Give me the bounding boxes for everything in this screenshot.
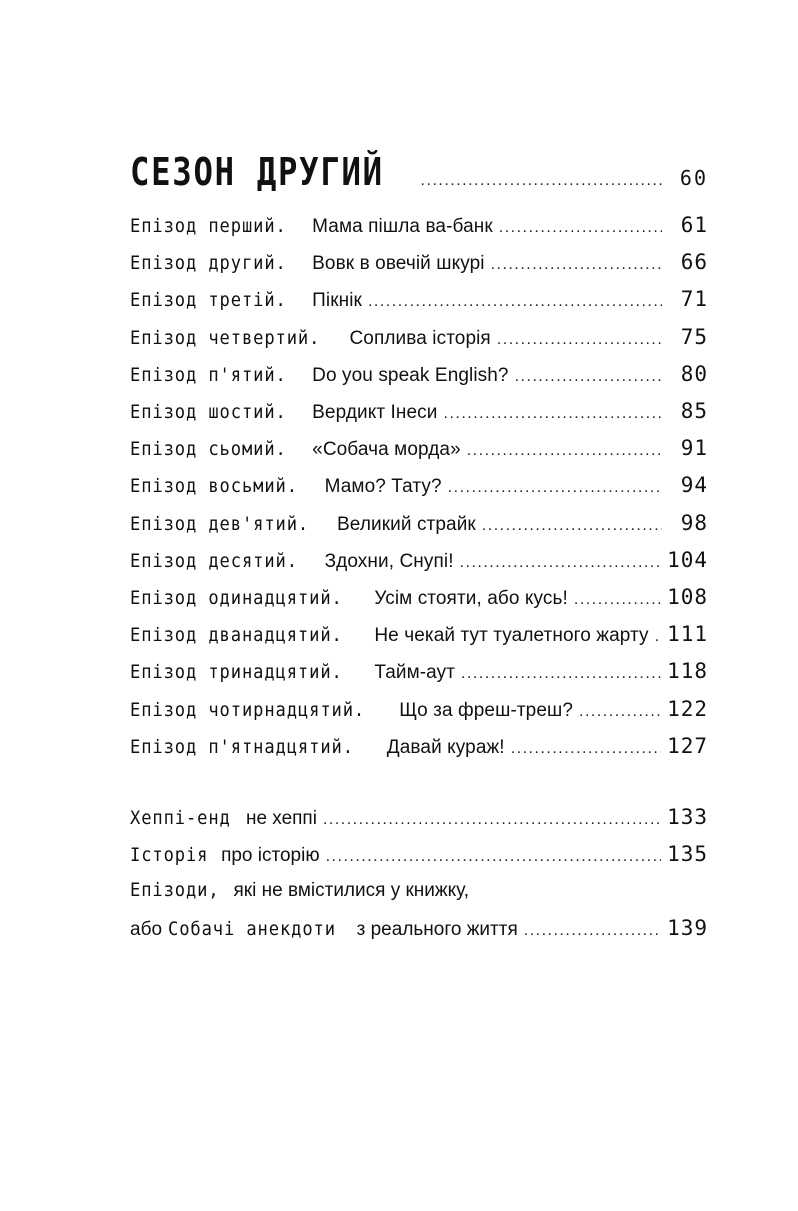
- episode-page-number: 85: [680, 399, 708, 423]
- toc-entry-episode[interactable]: [130, 622, 708, 647]
- episode-page-number: 66: [680, 250, 708, 275]
- entry-hand-label: Хеппі-енд: [130, 807, 231, 829]
- entry-page-number: 135: [667, 842, 708, 866]
- episode-prefix: Епізод восьмий.: [130, 475, 298, 498]
- episode-page-number: 118: [667, 659, 708, 684]
- leader-dots: [323, 811, 661, 829]
- episode-page-number: 104: [667, 547, 708, 572]
- episode-title: Великий страйк: [337, 513, 476, 535]
- toc-entry-happy-end[interactable]: [130, 805, 708, 830]
- toc-entry-episode[interactable]: [130, 511, 708, 536]
- toc-entry-episode[interactable]: [130, 287, 708, 312]
- toc-entry-extra-episodes-line1[interactable]: [130, 879, 708, 902]
- episode-prefix: Епізод сьомий.: [130, 438, 287, 461]
- leader-dots: [368, 293, 662, 311]
- entry-prefix-text: або: [130, 919, 163, 940]
- leader-dots: [460, 554, 661, 572]
- toc-entry-episode[interactable]: [130, 734, 708, 759]
- episode-page-number: 61: [680, 213, 708, 237]
- toc-entry-episode[interactable]: [130, 548, 708, 573]
- episode-title: Не чекай тут туалетного жарту: [374, 625, 649, 647]
- episode-title: Мама пішла ва-банк: [312, 216, 493, 237]
- toc-entry-episode[interactable]: [130, 697, 708, 722]
- season-page-number: 60: [679, 166, 708, 190]
- episode-page-number: 127: [667, 733, 708, 758]
- entry-page-number: 139: [667, 916, 708, 940]
- episode-page-number: 71: [680, 287, 708, 312]
- leader-dots: [444, 405, 663, 423]
- entry-title: про історію: [221, 845, 320, 866]
- episode-page-number: 80: [680, 361, 708, 386]
- episode-page-number: 91: [680, 436, 708, 461]
- leader-dots: [448, 479, 662, 497]
- episode-page-number: 94: [680, 473, 708, 498]
- episode-prefix: Епізод одинадцятий.: [130, 587, 343, 609]
- leader-dots: [421, 172, 662, 190]
- episode-prefix: Епізод третій.: [130, 289, 287, 312]
- entry-hand-label: Історія: [130, 844, 209, 866]
- episode-title: Тайм-аут: [374, 662, 456, 684]
- season-heading-row: [130, 150, 708, 194]
- leader-dots: [497, 331, 662, 349]
- leader-dots: [326, 848, 661, 866]
- leader-dots: [524, 922, 661, 940]
- toc-entry-episode[interactable]: [130, 325, 708, 350]
- episode-prefix: Епізод шостий.: [130, 401, 287, 423]
- episode-prefix: Епізод чотирнадцятий.: [130, 698, 366, 721]
- leader-dots: [482, 517, 662, 535]
- episode-prefix: Епізод десятий.: [130, 549, 298, 572]
- episode-page-number: 111: [667, 622, 708, 647]
- episode-title: Мамо? Тату?: [324, 476, 442, 498]
- toc-entry-episode[interactable]: [130, 585, 708, 610]
- toc-entry-extra-episodes-line2[interactable]: [130, 916, 708, 941]
- episode-prefix: Епізод другий.: [130, 252, 287, 275]
- toc-entry-episode[interactable]: [130, 659, 708, 684]
- entry-hand-label: Епізоди,: [130, 879, 220, 901]
- leader-dots: [655, 628, 661, 646]
- leader-dots: [491, 256, 662, 274]
- episode-title: Усім стояти, або кусь!: [374, 588, 568, 609]
- leader-dots: [499, 219, 662, 237]
- leader-dots: [511, 740, 661, 758]
- episode-page-number: 98: [680, 510, 708, 535]
- episode-title: Do you speak English?: [312, 364, 509, 386]
- episode-prefix: Епізод дев'ятий.: [130, 512, 310, 535]
- entry-title: не хеппі: [245, 808, 317, 829]
- episode-prefix: Епізод перший.: [130, 215, 287, 237]
- toc-entry-history[interactable]: [130, 842, 708, 867]
- season-title: СЕЗОН ДРУГИЙ: [130, 150, 384, 194]
- leader-dots: [574, 591, 661, 609]
- leader-dots: [515, 368, 662, 386]
- toc-entry-episode[interactable]: [130, 473, 708, 498]
- episode-title: Соплива історія: [349, 327, 491, 349]
- episode-title: Пікнік: [312, 290, 362, 312]
- toc-entry-episode[interactable]: [130, 436, 708, 461]
- episode-title: Давай кураж!: [386, 736, 505, 758]
- entry-title: з реального життя: [356, 919, 518, 940]
- episode-prefix: Епізод тринадцятий.: [130, 661, 343, 684]
- toc-entry-episode[interactable]: [130, 250, 708, 275]
- episode-prefix: Епізод п'ятнадцятий.: [130, 735, 354, 758]
- entry-page-number: 133: [667, 805, 708, 829]
- entry-hand-label: Собачі анекдоти: [168, 918, 336, 940]
- episode-title: Що за фреш-треш?: [399, 699, 574, 721]
- episode-title: Вердикт Інеси: [312, 402, 438, 423]
- episode-prefix: Епізод четвертий.: [130, 326, 321, 349]
- toc-entry-episode[interactable]: [130, 213, 708, 238]
- leader-dots: [579, 703, 661, 721]
- entry-title: які не вмістилися у книжку,: [233, 880, 470, 901]
- toc-entry-episode[interactable]: [130, 399, 708, 424]
- episode-title: Здохни, Снупі!: [324, 550, 454, 572]
- episode-page-number: 75: [680, 324, 708, 349]
- toc-entry-episode[interactable]: [130, 362, 708, 387]
- episode-title: Вовк в овечій шкурі: [312, 253, 485, 275]
- episode-prefix: Епізод п'ятий.: [130, 363, 287, 386]
- episode-page-number: 122: [667, 696, 708, 721]
- episode-title: «Собача морда»: [312, 439, 461, 461]
- leader-dots: [461, 665, 661, 683]
- episode-prefix: Епізод дванадцятий.: [130, 624, 343, 647]
- leader-dots: [467, 442, 662, 460]
- episode-page-number: 108: [667, 585, 708, 609]
